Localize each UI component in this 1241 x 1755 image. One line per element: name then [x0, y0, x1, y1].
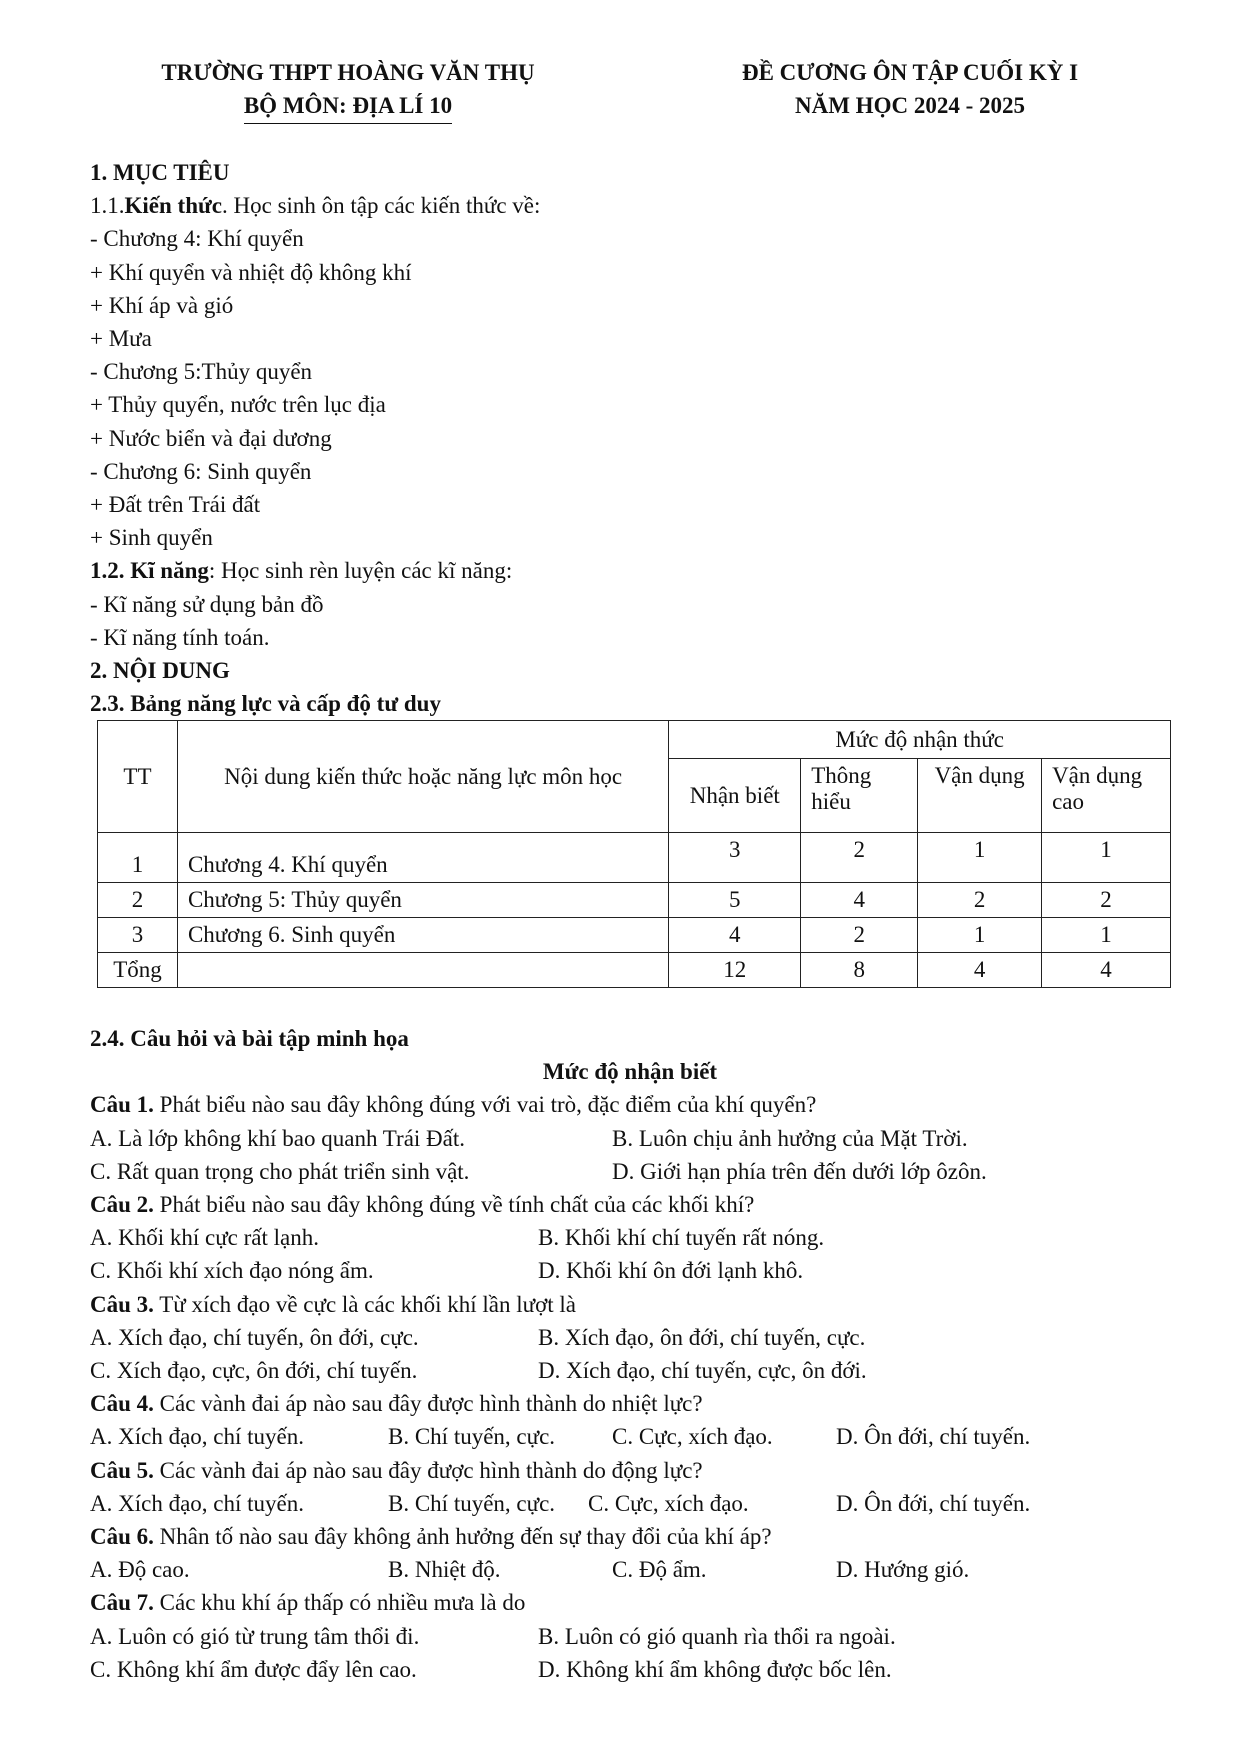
table-total-row: Tổng 12 8 4 4 [98, 953, 1171, 988]
answer-option: B. Luôn chịu ảnh hưởng của Mặt Trời. [612, 1125, 968, 1151]
answer-option: A. Xích đạo, chí tuyến, ôn đới, cực. [90, 1324, 419, 1350]
answer-option: A. Khối khí cực rất lạnh. [90, 1225, 319, 1251]
list-item: + Thủy quyển, nước trên lục địa [90, 392, 386, 418]
table-header-content: Nội dung kiến thức hoặc năng lực môn học [177, 721, 668, 833]
school-name: TRƯỜNG THPT HOÀNG VĂN THỤ [161, 60, 535, 85]
table-header-level: Vận dụng cao [1042, 759, 1171, 833]
list-item: - Chương 6: Sinh quyển [90, 458, 312, 484]
question: Câu 3. Từ xích đạo về cực là các khối khí lần lượt là A. Xích đạo, chí tuyến, ôn đới, cực. B. Xích đạo, ôn đới, chí tuyến, cực. C. Xích đạo, cực, ôn đới, chí tuyến. D. Xích đạo, chí tuyến, cực, ôn đới. [90, 1288, 1170, 1388]
list-item: + Đất trên Trái đất [90, 492, 261, 518]
question: Câu 5. Các vành đai áp nào sau đây được hình thành do động lực? A. Xích đạo, chí tuyến. B. Chí tuyến, cực. C. Cực, xích đạo. D. Ôn đới, chí tuyến. [90, 1454, 1170, 1520]
table-header-tt: TT [98, 721, 178, 833]
document-title: ĐỀ CƯƠNG ÔN TẬP CUỐI KỲ I [741, 60, 1079, 85]
answer-option: C. Cực, xích đạo. [588, 1490, 749, 1516]
table-row: 2 Chương 5: Thủy quyển 5 4 2 2 [98, 883, 1171, 918]
answer-option: C. Khối khí xích đạo nóng ẩm. [90, 1258, 374, 1284]
answer-option: D. Không khí ẩm không được bốc lên. [538, 1656, 892, 1682]
competency-table [97, 720, 1171, 988]
table-row: 1 Chương 4. Khí quyển 3 2 1 1 [98, 833, 1171, 883]
department-name: BỘ MÔN: ĐỊA LÍ 10 [244, 91, 452, 124]
answer-option: D. Ôn đới, chí tuyến. [836, 1490, 1031, 1516]
level-title: Mức độ nhận biết [542, 1059, 718, 1085]
knowledge-line: 1.1.Kiến thức. Học sinh ôn tập các kiến thức về: [90, 193, 541, 219]
answer-option: A. Xích đạo, chí tuyến. [90, 1490, 304, 1516]
answer-option: D. Hướng gió. [836, 1557, 970, 1583]
answer-option: A. Độ cao. [90, 1557, 190, 1583]
answer-option: B. Chí tuyến, cực. [388, 1490, 556, 1516]
list-item: - Chương 4: Khí quyển [90, 226, 304, 252]
table-header-level: Nhận biết [669, 759, 801, 833]
answer-option: B. Xích đạo, ôn đới, chí tuyến, cực. [538, 1324, 866, 1350]
answer-option: C. Không khí ẩm được đẩy lên cao. [90, 1656, 417, 1682]
list-item: + Mưa [90, 326, 152, 352]
list-item: + Sinh quyển [90, 525, 213, 551]
questions-section [90, 1022, 1170, 1686]
list-item: - Kĩ năng tính toán. [90, 624, 270, 650]
list-item: - Chương 5:Thủy quyển [90, 359, 313, 385]
answer-option: C. Xích đạo, cực, ôn đới, chí tuyến. [90, 1358, 418, 1384]
answer-option: D. Ôn đới, chí tuyến. [836, 1424, 1031, 1450]
answer-option: B. Luôn có gió quanh rìa thổi ra ngoài. [538, 1623, 896, 1649]
objectives-section [90, 156, 1170, 720]
table-header-level: Vận dụng [918, 759, 1042, 833]
header-right [690, 56, 1130, 122]
list-item: + Khí quyển và nhiệt độ không khí [90, 259, 412, 285]
question: Câu 2. Phát biểu nào sau đây không đúng về tính chất của các khối khí? A. Khối khí cực rất lạnh. B. Khối khí chí tuyến rất nóng. C. Khối khí xích đạo nóng ẩm. D. Khối khí ôn đới lạnh khô. [90, 1188, 1170, 1288]
table-header-group: Mức độ nhận thức [669, 721, 1171, 759]
answer-option: D. Giới hạn phía trên đến dưới lớp ôzôn. [612, 1158, 987, 1184]
question: Câu 6. Nhân tố nào sau đây không ảnh hưởng đến sự thay đổi của khí áp? A. Độ cao. B. Nhiệt độ. C. Độ ẩm. D. Hướng gió. [90, 1520, 1170, 1586]
list-item: + Khí áp và gió [90, 292, 234, 318]
section-heading-objectives: 1. MỤC TIÊU [90, 160, 230, 185]
answer-option: A. Luôn có gió từ trung tâm thổi đi. [90, 1623, 420, 1649]
table-row: 3 Chương 6. Sinh quyển 4 2 1 1 [98, 918, 1171, 953]
table-heading: 2.3. Bảng năng lực và cấp độ tư duy [90, 691, 441, 717]
questions-heading: 2.4. Câu hỏi và bài tập minh họa [90, 1026, 409, 1051]
question: Câu 1. Phát biểu nào sau đây không đúng với vai trò, đặc điểm của khí quyển? A. Là lớp không khí bao quanh Trái Đất. B. Luôn chịu ảnh hưởng của Mặt Trời. C. Rất quan trọng cho phát triển sinh vật. D. Giới hạn phía trên đến dưới lớp ôzôn. [90, 1088, 1170, 1188]
answer-option: C. Độ ẩm. [612, 1557, 707, 1583]
answer-option: C. Rất quan trọng cho phát triển sinh vật. [90, 1158, 470, 1184]
table-header-level: Thông hiểu [801, 759, 918, 833]
answer-option: B. Chí tuyến, cực. [388, 1424, 556, 1450]
school-year: NĂM HỌC 2024 - 2025 [795, 93, 1025, 118]
skills-line: 1.2. Kĩ năng: Học sinh rèn luyện các kĩ năng: [90, 558, 513, 584]
header-left [128, 56, 568, 124]
section-heading-content: 2. NỘI DUNG [90, 658, 230, 684]
answer-option: B. Nhiệt độ. [388, 1557, 501, 1583]
list-item: + Nước biển và đại dương [90, 425, 332, 451]
answer-option: C. Cực, xích đạo. [612, 1424, 773, 1450]
answer-option: B. Khối khí chí tuyến rất nóng. [538, 1225, 825, 1251]
answer-option: D. Khối khí ôn đới lạnh khô. [538, 1258, 804, 1284]
question: Câu 4. Các vành đai áp nào sau đây được hình thành do nhiệt lực? A. Xích đạo, chí tuyến. B. Chí tuyến, cực. C. Cực, xích đạo. D. Ôn đới, chí tuyến. [90, 1387, 1170, 1453]
answer-option: D. Xích đạo, chí tuyến, cực, ôn đới. [538, 1358, 867, 1384]
question: Câu 7. Các khu khí áp thấp có nhiều mưa là do A. Luôn có gió từ trung tâm thổi đi. B. Luôn có gió quanh rìa thổi ra ngoài. C. Không khí ẩm được đẩy lên cao. D. Không khí ẩm không được bốc lên. [90, 1586, 1170, 1686]
list-item: - Kĩ năng sử dụng bản đồ [90, 591, 324, 617]
answer-option: A. Là lớp không khí bao quanh Trái Đất. [90, 1125, 466, 1151]
answer-option: A. Xích đạo, chí tuyến. [90, 1424, 304, 1450]
